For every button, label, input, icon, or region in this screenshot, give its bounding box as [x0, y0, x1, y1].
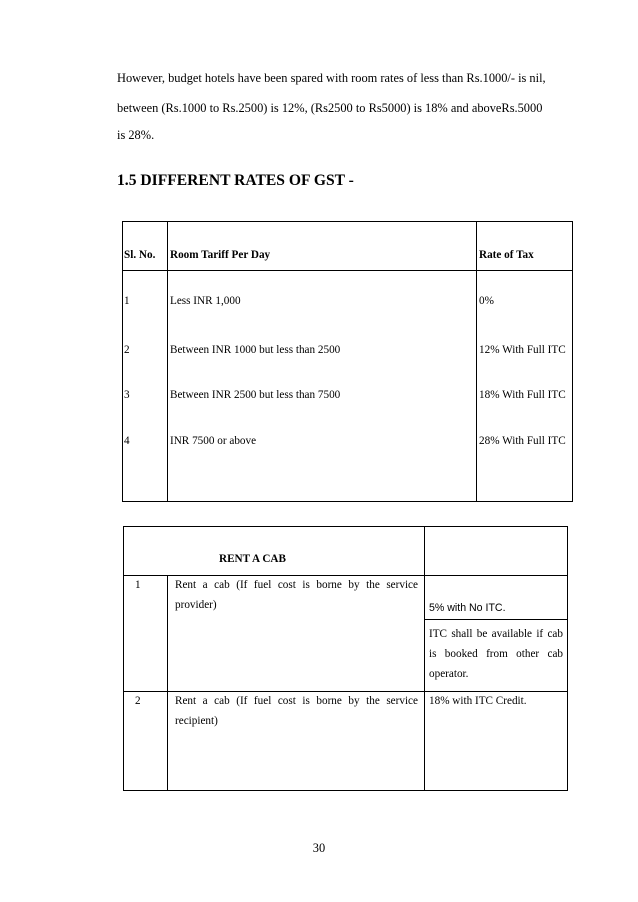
gst-row-3-slno: 3: [124, 389, 130, 401]
cab-row-1-note-1: ITC shall be available if cab: [429, 628, 563, 640]
gst-row-2-slno: 2: [124, 344, 130, 356]
gst-rates-table: [122, 221, 573, 502]
cab-row-1-note-2: is booked from other cab: [429, 648, 563, 660]
cab-row-1-desc: Rent a cab (If fuel cost is borne by the service: [175, 579, 418, 591]
cab-row-2-rate: 18% with ITC Credit.: [429, 695, 527, 707]
cab-row-1-rate: 5% with No ITC.: [429, 602, 506, 614]
gst-row-4-slno: 4: [124, 435, 130, 447]
cab-row-2-no: 2: [135, 695, 141, 707]
cab-row-2-desc: Rent a cab (If fuel cost is borne by the service: [175, 695, 418, 707]
gst-col-divider: [476, 222, 477, 501]
gst-row-1-slno: 1: [124, 295, 130, 307]
intro-line-1: However, budget hotels have been spared with room rates of less than Rs.1000/- is nil,: [117, 71, 546, 85]
gst-row-4-rate: 28% With Full ITC: [479, 435, 566, 447]
gst-row-1-tariff: Less INR 1,000: [170, 295, 241, 307]
cab-row-2-desc-cont: recipient): [175, 715, 218, 727]
gst-row-3-rate: 18% With Full ITC: [479, 389, 566, 401]
gst-row-2-rate: 12% With Full ITC: [479, 344, 566, 356]
cab-col-divider: [424, 527, 425, 790]
gst-header-rate: Rate of Tax: [479, 249, 534, 261]
cab-table-title: RENT A CAB: [219, 553, 286, 565]
rent-a-cab-table: [123, 526, 568, 791]
cab-row-1-desc-cont: provider): [175, 599, 217, 611]
page-number: 30: [312, 841, 326, 855]
gst-header-slno: Sl. No.: [124, 249, 156, 261]
gst-row-1-rate: 0%: [479, 295, 494, 307]
cab-row-1-no: 1: [135, 579, 141, 591]
cab-row-divider: [424, 619, 567, 620]
gst-header-tariff: Room Tariff Per Day: [170, 249, 271, 261]
gst-row-2-tariff: Between INR 1000 but less than 2500: [170, 344, 341, 356]
intro-line-2: between (Rs.1000 to Rs.2500) is 12%, (Rs2500 to Rs5000) is 18% and aboveRs.5000: [117, 101, 543, 115]
gst-row-divider: [123, 270, 572, 271]
gst-col-divider: [167, 222, 168, 501]
intro-line-3: is 28%.: [117, 128, 155, 142]
cab-row-1-note-3: operator.: [429, 668, 469, 680]
gst-row-3-tariff: Between INR 2500 but less than 7500: [170, 389, 341, 401]
cab-col-divider: [167, 575, 168, 790]
section-heading: 1.5 DIFFERENT RATES OF GST -: [117, 172, 354, 189]
gst-row-4-tariff: INR 7500 or above: [170, 435, 257, 447]
